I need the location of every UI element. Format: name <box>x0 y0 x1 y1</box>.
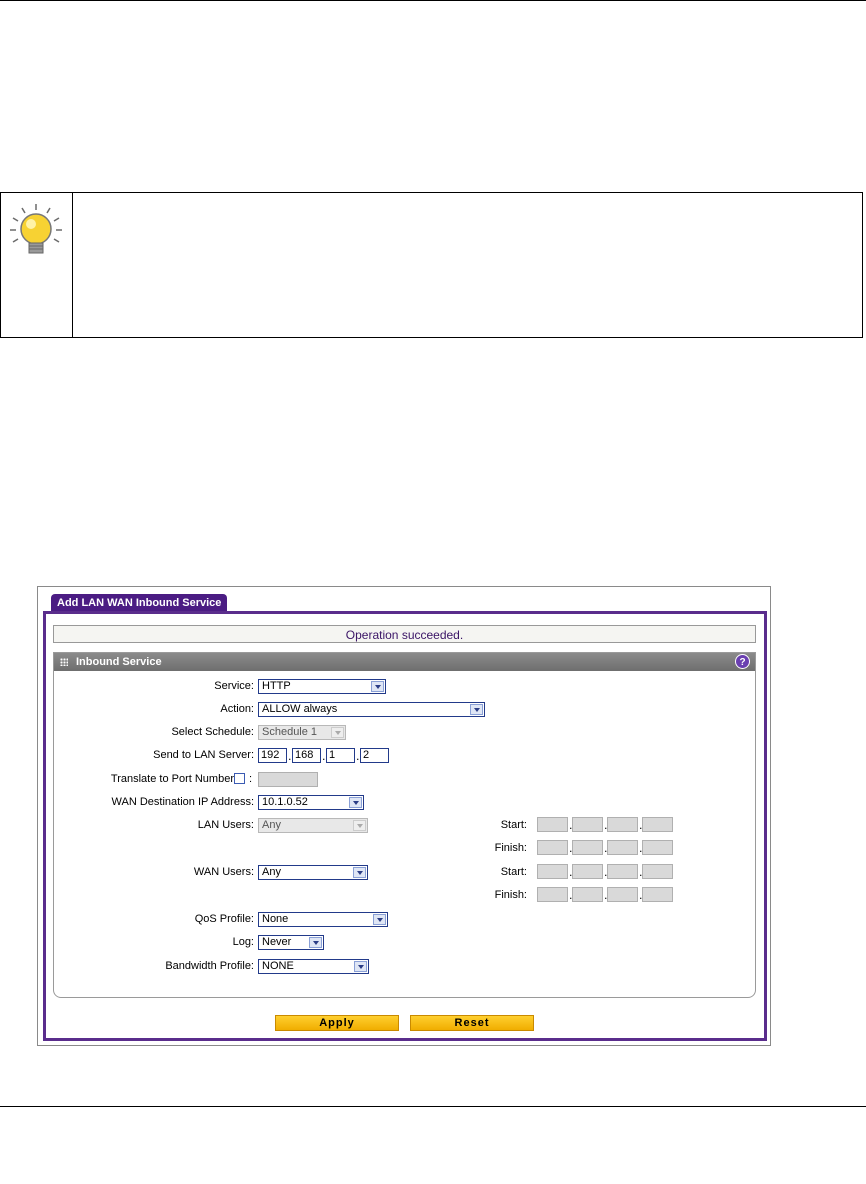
chevron-down-icon <box>331 727 344 738</box>
schedule-select[interactable] <box>258 725 346 740</box>
chevron-down-icon <box>349 797 362 808</box>
lan-start-label: Start: <box>500 819 527 831</box>
lan-finish-label: Finish: <box>494 842 527 854</box>
ip-dot: . <box>288 750 292 763</box>
top-rule <box>0 0 866 1</box>
ip-dot: . <box>639 866 643 879</box>
ip-dot: . <box>604 819 608 832</box>
wan-users-label: WAN Users: <box>193 866 254 878</box>
lan-start-octet-2[interactable] <box>572 817 603 832</box>
lan-start-octet-1[interactable] <box>537 817 568 832</box>
lan-finish-octet-3[interactable] <box>607 840 638 855</box>
lan-server-octet-4[interactable]: 2 <box>360 748 389 763</box>
status-message: Operation succeeded. <box>53 625 756 643</box>
bandwidth-value: NONE <box>262 960 294 972</box>
ip-dot: . <box>569 866 573 879</box>
lan-server-octet-2[interactable]: 168 <box>292 748 321 763</box>
qos-label: QoS Profile: <box>194 913 254 925</box>
wan-finish-label: Finish: <box>494 889 527 901</box>
qos-value: None <box>262 913 289 925</box>
form-panel <box>43 611 767 1041</box>
log-label: Log: <box>232 936 254 948</box>
lightbulb-icon <box>6 201 66 261</box>
wan-users-select[interactable] <box>258 865 368 880</box>
ip-dot: . <box>604 842 608 855</box>
schedule-label: Select Schedule: <box>171 726 254 738</box>
ip-dot: . <box>569 889 573 902</box>
action-select[interactable] <box>258 702 485 717</box>
chevron-down-icon <box>371 681 384 692</box>
action-value: ALLOW always <box>262 703 338 715</box>
wan-users-value: Any <box>262 866 281 878</box>
ip-dot: . <box>639 842 643 855</box>
translate-port-colon: : <box>249 773 253 785</box>
wan-dest-label: WAN Destination IP Address: <box>111 796 254 808</box>
translate-port-input[interactable] <box>258 772 318 787</box>
chevron-down-icon <box>353 867 366 878</box>
log-select[interactable] <box>258 935 324 950</box>
wan-start-octet-2[interactable] <box>572 864 603 879</box>
wan-start-octet-4[interactable] <box>642 864 673 879</box>
apply-button[interactable]: Apply <box>275 1015 399 1031</box>
service-value: HTTP <box>262 680 291 692</box>
help-icon[interactable]: ? <box>735 654 750 669</box>
screenshot-frame <box>37 586 771 1046</box>
qos-select[interactable] <box>258 912 388 927</box>
tip-box <box>0 192 863 338</box>
log-value: Never <box>262 936 292 948</box>
ip-dot: . <box>604 866 608 879</box>
bottom-rule <box>0 1106 866 1107</box>
ip-dot: . <box>639 819 643 832</box>
lan-server-label: Send to LAN Server: <box>153 749 254 761</box>
chevron-down-icon <box>373 914 386 925</box>
wan-finish-octet-4[interactable] <box>642 887 673 902</box>
wan-start-octet-3[interactable] <box>607 864 638 879</box>
tip-divider <box>72 193 73 337</box>
lan-start-octet-4[interactable] <box>642 817 673 832</box>
section-title: Inbound Service <box>76 656 162 668</box>
ip-dot: . <box>322 750 326 763</box>
chevron-down-icon <box>353 820 366 831</box>
lan-finish-octet-4[interactable] <box>642 840 673 855</box>
service-label: Service: <box>214 680 254 692</box>
section-header <box>54 653 755 671</box>
ip-dot: . <box>569 842 573 855</box>
bandwidth-label: Bandwidth Profile: <box>165 960 254 972</box>
translate-port-checkbox[interactable] <box>234 773 245 784</box>
tab-add-lan-wan-inbound[interactable]: Add LAN WAN Inbound Service <box>51 594 227 613</box>
ip-dot: . <box>569 819 573 832</box>
schedule-value: Schedule 1 <box>262 726 318 738</box>
lan-users-value: Any <box>262 819 281 831</box>
lan-finish-octet-2[interactable] <box>572 840 603 855</box>
grip-icon <box>60 658 68 666</box>
lan-start-octet-3[interactable] <box>607 817 638 832</box>
translate-port-label: Translate to Port Number <box>110 773 234 785</box>
wan-start-octet-1[interactable] <box>537 864 568 879</box>
action-label: Action: <box>220 703 254 715</box>
lan-users-select[interactable] <box>258 818 368 833</box>
wan-finish-octet-1[interactable] <box>537 887 568 902</box>
reset-button[interactable]: Reset <box>410 1015 534 1031</box>
bandwidth-select[interactable] <box>258 959 369 974</box>
wan-finish-octet-2[interactable] <box>572 887 603 902</box>
ip-dot: . <box>639 889 643 902</box>
lan-users-label: LAN Users: <box>197 819 254 831</box>
service-select[interactable] <box>258 679 386 694</box>
ip-dot: . <box>356 750 360 763</box>
wan-dest-select[interactable] <box>258 795 364 810</box>
wan-dest-value: 10.1.0.52 <box>262 796 308 808</box>
lan-server-octet-1[interactable]: 192 <box>258 748 287 763</box>
chevron-down-icon <box>354 961 367 972</box>
chevron-down-icon <box>470 704 483 715</box>
lan-server-octet-3[interactable]: 1 <box>326 748 355 763</box>
wan-finish-octet-3[interactable] <box>607 887 638 902</box>
wan-start-label: Start: <box>500 866 527 878</box>
chevron-down-icon <box>309 937 322 948</box>
lan-finish-octet-1[interactable] <box>537 840 568 855</box>
ip-dot: . <box>604 889 608 902</box>
